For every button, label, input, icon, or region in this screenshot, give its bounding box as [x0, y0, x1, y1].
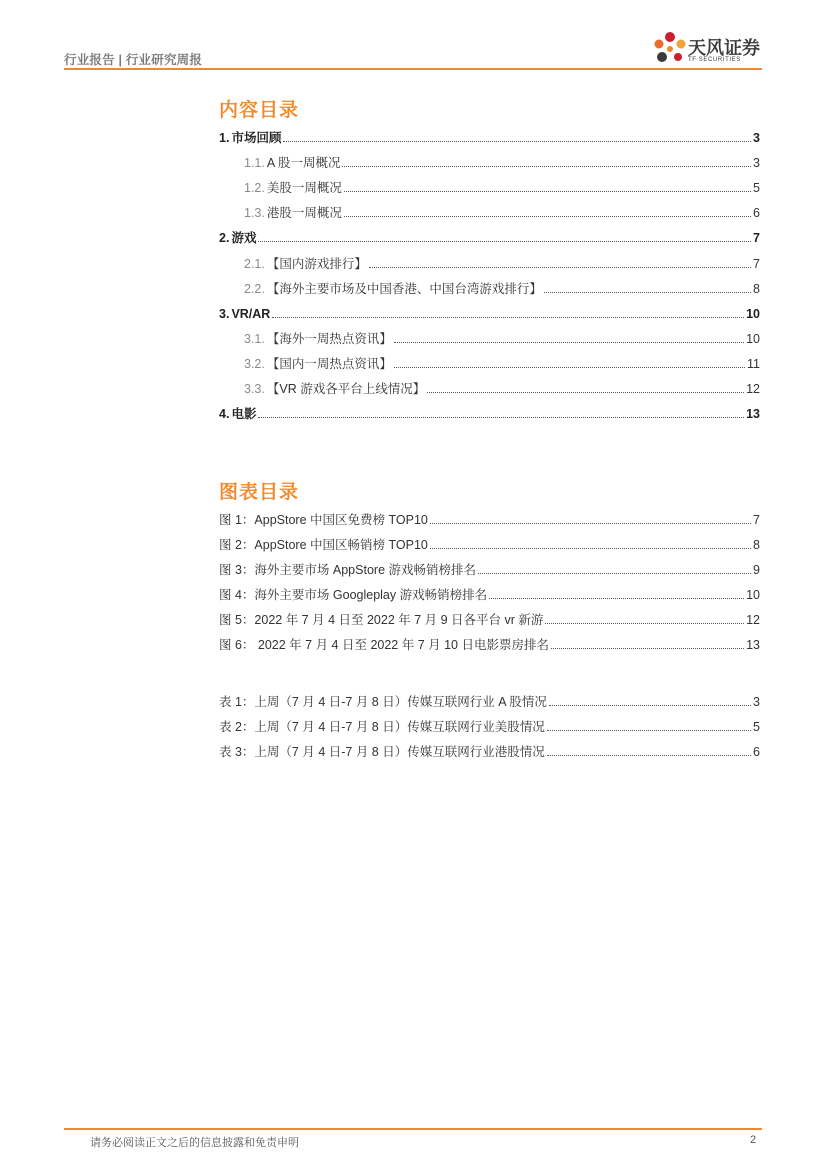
toc-entry-title: 【海外主要市场及中国香港、中国台湾游戏排行】	[266, 282, 542, 296]
header-breadcrumb: 行业报告 | 行业研究周报	[64, 53, 203, 67]
figure-entry-page: 13	[746, 638, 760, 652]
toc-entry[interactable]	[244, 354, 760, 372]
toc-entry[interactable]	[244, 178, 760, 196]
figure-entry-title: 图 5：2022 年 7 月 4 日至 2022 年 7 月 9 日各平台 vr 新游	[219, 613, 544, 627]
toc-entry-title: A 股一周概况	[266, 156, 341, 170]
figure-entry[interactable]	[219, 510, 760, 528]
toc-entry-page: 11	[747, 357, 760, 371]
toc-entry-title: 【国内游戏排行】	[266, 257, 367, 271]
dot-leader	[369, 267, 751, 268]
toc-entry-number: 2.	[219, 231, 230, 245]
table-entry[interactable]	[219, 692, 760, 710]
figure-entry-page: 12	[746, 613, 760, 627]
toc-entry-number: 2.2.	[244, 282, 265, 296]
table-entry-page: 6	[753, 745, 760, 759]
footer-disclaimer: 请务必阅读正文之后的信息披露和免责申明	[90, 1137, 299, 1149]
figure-entry-title: 图 4：海外主要市场 Googleplay 游戏畅销榜排名	[219, 588, 488, 602]
dot-leader	[545, 623, 744, 624]
toc-entry-number: 1.3.	[244, 206, 265, 220]
toc-entry[interactable]	[244, 379, 760, 397]
figure-entry-page: 9	[753, 563, 760, 577]
toc-entry[interactable]	[244, 153, 760, 171]
dot-leader	[430, 548, 751, 549]
figures-title: 图表目录	[219, 482, 300, 503]
dot-leader	[478, 573, 751, 574]
toc-entry-page: 6	[753, 206, 760, 220]
toc-entry-number: 4.	[219, 407, 230, 421]
toc-entry[interactable]	[219, 228, 760, 246]
dot-leader	[272, 317, 744, 318]
toc-entry-title: 【海外一周热点资讯】	[266, 332, 392, 346]
figure-entry[interactable]	[219, 560, 760, 578]
dot-leader	[394, 367, 745, 368]
figure-entry-page: 7	[753, 513, 760, 527]
toc-entry-number: 1.1.	[244, 156, 265, 170]
toc-entry-page: 8	[753, 282, 760, 296]
toc-entry-title: 美股一周概况	[266, 181, 342, 195]
toc-entry-page: 13	[746, 407, 760, 421]
toc-entry-page: 10	[746, 307, 760, 321]
toc-entry-page: 12	[746, 382, 760, 396]
dot-leader	[430, 523, 751, 524]
dot-leader	[344, 191, 751, 192]
toc-entry-title: VR/AR	[231, 307, 271, 321]
table-entry[interactable]	[219, 717, 760, 735]
dot-leader	[394, 342, 744, 343]
toc-entry[interactable]	[244, 203, 760, 221]
figure-entry[interactable]	[219, 610, 760, 628]
table-entry-title: 表 2：上周（7 月 4 日-7 月 8 日）传媒互联网行业美股情况	[219, 720, 545, 734]
toc-entry-title: 电影	[231, 407, 257, 421]
table-entry-title: 表 1：上周（7 月 4 日-7 月 8 日）传媒互联网行业 A 股情况	[219, 695, 547, 709]
toc-entry-title: 港股一周概况	[266, 206, 342, 220]
figure-entry[interactable]	[219, 585, 760, 603]
table-entry-page: 5	[753, 720, 760, 734]
header-divider	[64, 68, 762, 70]
toc-entry-number: 2.1.	[244, 257, 265, 271]
toc-entry-page: 5	[753, 181, 760, 195]
toc-entry-title: 市场回顾	[231, 131, 282, 145]
toc-entry[interactable]	[219, 304, 760, 322]
toc-entry-number: 1.	[219, 131, 230, 145]
dot-leader	[489, 598, 744, 599]
toc-entry[interactable]	[244, 329, 760, 347]
dot-leader	[544, 292, 751, 293]
table-entry-page: 3	[753, 695, 760, 709]
toc-entry[interactable]	[244, 254, 760, 272]
toc-entry-title: 【国内一周热点资讯】	[266, 357, 392, 371]
dot-leader	[551, 648, 744, 649]
figure-entry-title: 图 2：AppStore 中国区畅销榜 TOP10	[219, 538, 428, 552]
dot-leader	[549, 705, 751, 706]
figure-entry[interactable]	[219, 635, 760, 653]
toc-entry-page: 3	[753, 156, 760, 170]
toc-entry-page: 7	[753, 231, 760, 245]
dot-leader	[344, 216, 751, 217]
figure-entry-title: 图 6： 2022 年 7 月 4 日至 2022 年 7 月 10 日电影票房排名	[219, 638, 549, 652]
dot-leader	[547, 730, 751, 731]
footer-divider	[64, 1128, 762, 1130]
flower-logo-icon	[648, 27, 692, 71]
toc-entry-title: 【VR 游戏各平台上线情况】	[266, 382, 426, 396]
dot-leader	[427, 392, 744, 393]
figure-entry-title: 图 3：海外主要市场 AppStore 游戏畅销榜排名	[219, 563, 476, 577]
toc-entry-number: 3.2.	[244, 357, 265, 371]
dot-leader	[258, 241, 751, 242]
toc-entry[interactable]	[219, 404, 760, 422]
toc-entry-page: 7	[753, 257, 760, 271]
figure-entry-title: 图 1：AppStore 中国区免费榜 TOP10	[219, 513, 428, 527]
page-number: 2	[750, 1134, 757, 1146]
toc-entry-number: 3.3.	[244, 382, 265, 396]
toc-entry-page: 10	[746, 332, 760, 346]
toc-entry-number: 3.1.	[244, 332, 265, 346]
toc-entry-title: 游戏	[231, 231, 257, 245]
figure-entry-page: 10	[746, 588, 760, 602]
toc-entry-page: 3	[753, 131, 760, 145]
toc-entry[interactable]	[244, 279, 760, 297]
figure-entry[interactable]	[219, 535, 760, 553]
dot-leader	[283, 141, 751, 142]
toc-entry[interactable]	[219, 128, 760, 146]
dot-leader	[547, 755, 751, 756]
toc-entry-number: 1.2.	[244, 181, 265, 195]
toc-entry-number: 3.	[219, 307, 230, 321]
contents-title: 内容目录	[219, 100, 300, 121]
table-entry[interactable]	[219, 742, 760, 760]
logo-subtext: TF SECURITIES	[688, 57, 741, 63]
company-logo	[648, 27, 764, 71]
figure-entry-page: 8	[753, 538, 760, 552]
dot-leader	[342, 166, 751, 167]
dot-leader	[258, 417, 744, 418]
logo-text: 天风证券	[688, 38, 760, 58]
table-entry-title: 表 3：上周（7 月 4 日-7 月 8 日）传媒互联网行业港股情况	[219, 745, 545, 759]
